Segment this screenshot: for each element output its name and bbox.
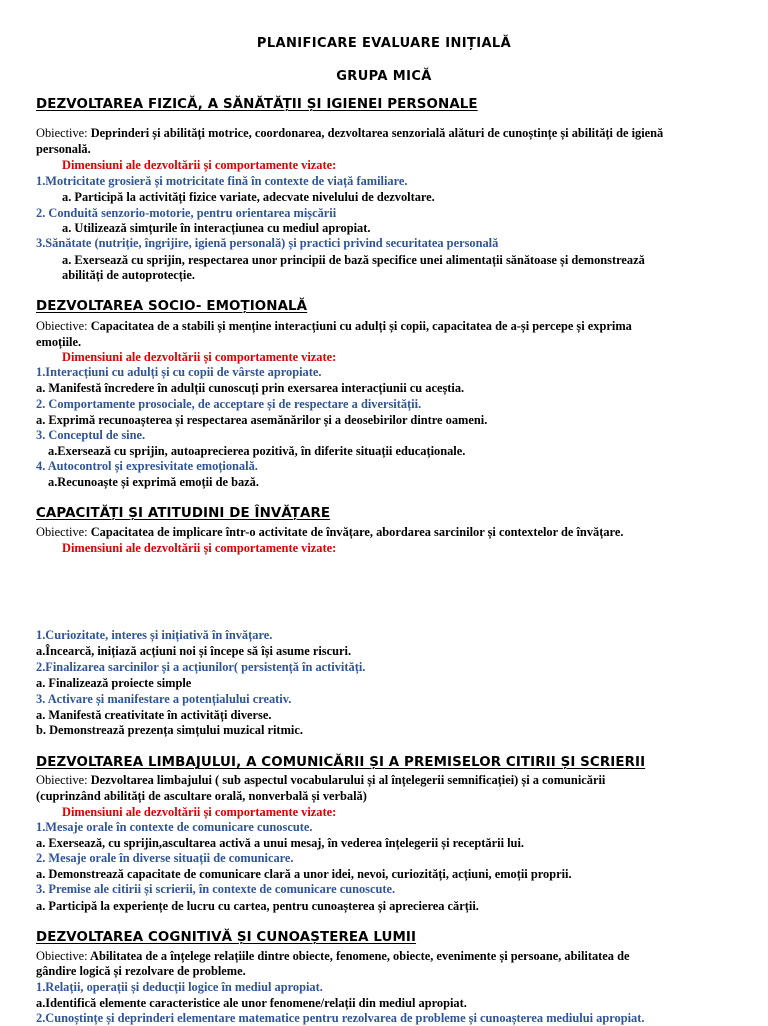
category-heading: 4. Autocontrol și expresivitate emoțională. <box>36 459 258 473</box>
behavior-item-cont: abilități de autoprotecție. <box>62 268 195 282</box>
category-heading: 1.Mesaje orale în contexte de comunicare cunoscute. <box>36 820 313 834</box>
section-heading-cognitive: DEZVOLTAREA COGNITIVĂ ȘI CUNOAȘTEREA LUMII <box>36 930 417 945</box>
objective-socio-emotional <box>36 319 632 334</box>
behavior-item: a. Exersează cu sprijin, respectarea unor principii de bază specifice unei alimentații sănătoase și demonstrează <box>62 253 645 267</box>
objective-text: Abilitatea de a înțelege relațiile dintre obiecte, fenomene, obiecte, evenimente și persoane, abilitatea de <box>87 949 630 963</box>
behavior-item: a.Recunoaște și exprimă emoții de bază. <box>48 475 259 489</box>
objective-text: Capacitatea de a stabili și menține interacțiuni cu adulți și copii, capacitatea de a-și percepe și exprima <box>87 319 632 333</box>
category-heading: 3. Conceptul de sine. <box>36 428 146 442</box>
category-heading: 1.Interacțiuni cu adulți și cu copii de vârste apropiate. <box>36 365 322 379</box>
category-heading: 2. Conduită senzorio-motorie, pentru orientarea mișcării <box>36 206 337 220</box>
section-heading-socio-emotional: DEZVOLTAREA SOCIO- EMOȚIONALĂ <box>36 299 308 314</box>
category-heading: 3.Sănătate (nutriție, îngrijire, igienă personală) și practici privind securitatea personală <box>36 236 499 250</box>
objective-text: Deprinderi și abilități motrice, coordonarea, dezvoltarea senzorială alături de cunoștințe și abilități de igienă <box>87 126 664 140</box>
category-heading: 1.Motricitate grosieră și motricitate fină în contexte de viață familiare. <box>36 174 408 188</box>
behavior-item: a. Exersează, cu sprijin,ascultarea activă a unui mesaj, în vederea înțelegerii și receptării lui. <box>36 836 524 850</box>
category-heading: 3. Activare și manifestare a potențialului creativ. <box>36 692 292 706</box>
behavior-item: a. Manifestă creativitate în activități diverse. <box>36 708 272 722</box>
objective-socio-emotional-cont: emoțiile. <box>36 335 82 349</box>
objective-text: Dezvoltarea limbajului ( sub aspectul vocabularului și al înțelegerii semnificației) și a comunicării <box>87 773 606 787</box>
behavior-item: a.Identifică elemente caracteristice ale unor fenomene/relații din mediul apropiat. <box>36 996 467 1010</box>
objective-physical-cont: personală. <box>36 142 91 156</box>
behavior-item: a.Exersează cu sprijin, autoaprecierea pozitivă, în diferite situații educaționale. <box>48 444 466 458</box>
dimensions-label: Dimensiuni ale dezvoltării și comportamente vizate: <box>62 541 337 555</box>
objective-language-cont: (cuprinzând abilități de ascultare orală, nonverbală și verbală) <box>36 789 367 803</box>
dimensions-label: Dimensiuni ale dezvoltării și comportamente vizate: <box>62 350 337 364</box>
objective-label: Obiective: <box>36 126 88 140</box>
section-heading-learning: CAPACITĂȚI ȘI ATITUDINI DE ÎNVĂȚARE <box>36 506 331 521</box>
objective-label: Obiective: <box>36 525 88 539</box>
behavior-item: a. Finalizează proiecte simple <box>36 676 192 690</box>
objective-language <box>36 773 605 788</box>
behavior-item: a. Utilizează simțurile în interacțiunea cu mediul apropiat. <box>62 221 371 235</box>
objective-cognitive <box>36 949 629 964</box>
section-heading-physical: DEZVOLTAREA FIZICĂ, A SĂNĂTĂȚII ȘI IGIENEI PERSONALE <box>36 97 478 112</box>
category-heading: 1.Relații, operații și deducții logice în mediul apropiat. <box>36 980 323 994</box>
category-heading: 2. Mesaje orale în diverse situații de comunicare. <box>36 851 294 865</box>
category-heading: 2. Comportamente prosociale, de acceptare și de respectare a diversității. <box>36 397 422 411</box>
dimensions-label: Dimensiuni ale dezvoltării și comportamente vizate: <box>62 158 337 172</box>
objective-physical <box>36 126 663 141</box>
objective-label: Obiective: <box>36 773 88 787</box>
objective-label: Obiective: <box>36 949 88 963</box>
category-heading: 2.Finalizarea sarcinilor și a acțiunilor( persistență în activități. <box>36 660 366 674</box>
behavior-item: a. Demonstrează capacitate de comunicare clară a unor idei, nevoi, curiozități, acțiuni, emoții proprii. <box>36 867 572 881</box>
objective-learning <box>36 525 623 540</box>
category-heading: 1.Curiozitate, interes și inițiativă în învățare. <box>36 628 273 642</box>
behavior-item: a. Participă la activități fizice variate, adecvate nivelului de dezvoltare. <box>62 190 435 204</box>
category-heading: 3. Premise ale citirii și scrierii, în contexte de comunicare cunoscute. <box>36 882 396 896</box>
section-heading-language: DEZVOLTAREA LIMBAJULUI, A COMUNICĂRII ȘI A PREMISELOR CITIRII ȘI SCRIERII <box>36 755 646 770</box>
dimensions-label: Dimensiuni ale dezvoltării și comportamente vizate: <box>62 805 337 819</box>
behavior-item: a. Manifestă încredere în adulții cunoscuți prin exersarea interacțiunii cu aceștia. <box>36 381 465 395</box>
objective-cognitive-cont: gândire logică și rezolvare de probleme. <box>36 964 246 978</box>
objective-label: Obiective: <box>36 319 88 333</box>
behavior-item: a. Exprimă recunoașterea și respectarea asemănărilor și a deosebirilor dintre oameni. <box>36 413 488 427</box>
category-heading: 2.Cunoștințe și deprinderi elementare matematice pentru rezolvarea de probleme și cunoașterea mediului apropiat. <box>36 1011 645 1025</box>
document-subtitle: GRUPA MICĂ <box>336 69 432 84</box>
document-title: PLANIFICARE EVALUARE INIȚIALĂ <box>256 36 512 51</box>
behavior-item: b. Demonstrează prezența simțului muzical ritmic. <box>36 723 303 737</box>
behavior-item: a.Încearcă, inițiază acțiuni noi și începe să își asume riscuri. <box>36 644 352 658</box>
objective-text: Capacitatea de implicare într-o activitate de învățare, abordarea sarcinilor și contextelor de învățare. <box>87 525 624 539</box>
behavior-item: a. Participă la experiențe de lucru cu cartea, pentru cunoașterea și aprecierea cărții. <box>36 899 479 913</box>
